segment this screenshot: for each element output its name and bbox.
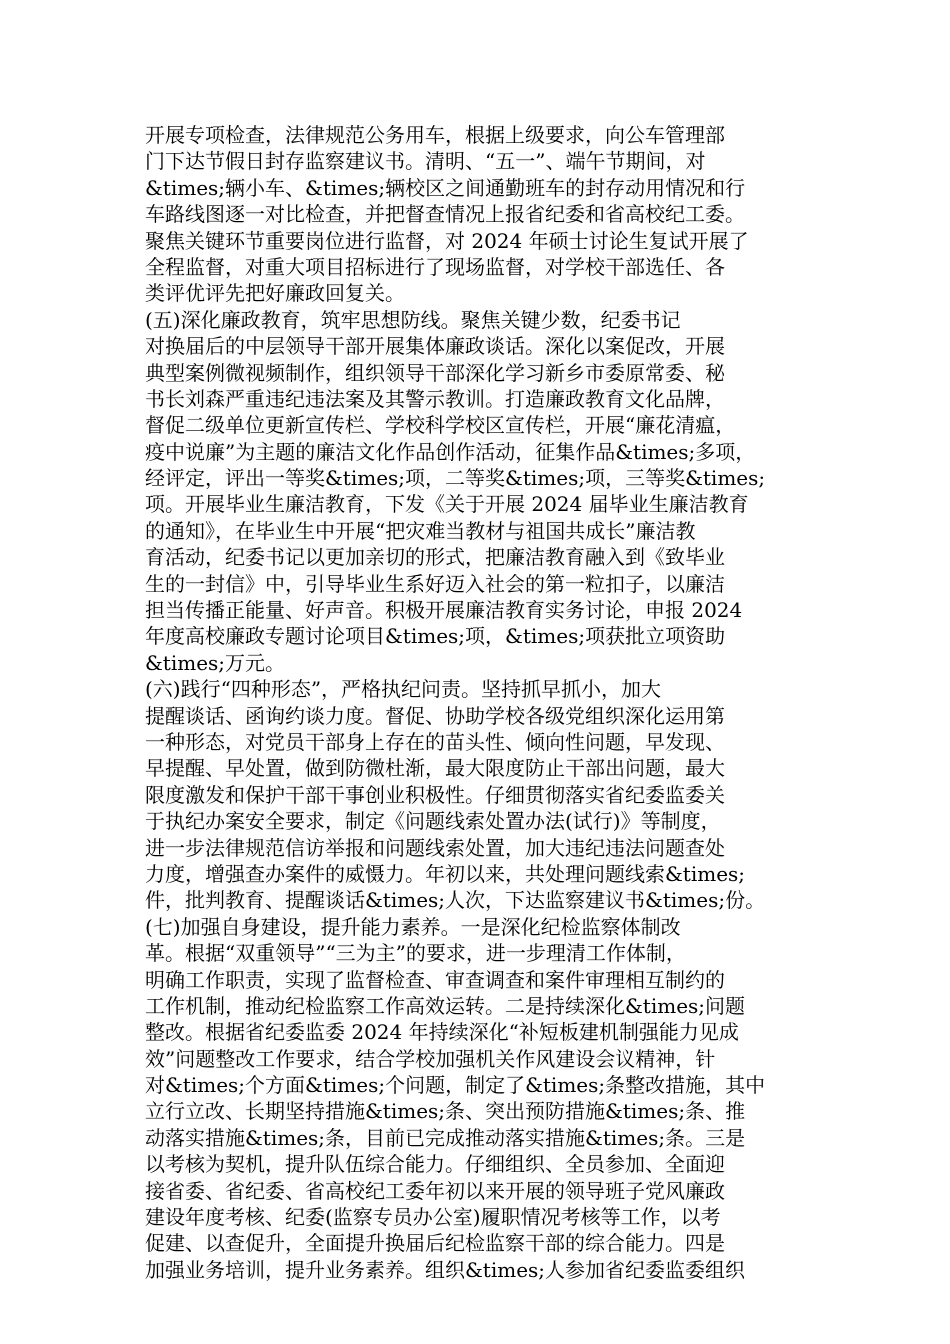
text-line: 项。开展毕业生廉洁教育，下发《关于开展 2024 届毕业生廉洁教育 xyxy=(145,492,749,517)
text-line: 促建、以查促升，全面提升换届后纪检监察干部的综合能力。四是 xyxy=(145,1231,725,1256)
text-line: &times;万元。 xyxy=(145,650,286,675)
body-text xyxy=(145,122,815,1283)
text-line: 工作机制，推动纪检监察工作高效运转。二是持续深化&times;问题 xyxy=(145,993,746,1018)
text-line: 进一步法律规范信访举报和问题线索处置，加大违纪违法问题查处 xyxy=(145,835,725,860)
text-line: 年度高校廉政专题讨论项目&times;项，&times;项获批立项资助 xyxy=(145,624,726,649)
text-line: 立行立改、长期坚持措施&times;条、突出预防措施&times;条、推 xyxy=(145,1099,746,1124)
text-line: 早提醒、早处置，做到防微杜渐，最大限度防止干部出问题，最大 xyxy=(145,756,725,781)
text-line: 革。根据“双重领导”“三为主”的要求，进一步理清工作体制， xyxy=(145,941,686,966)
text-line: 车路线图逐一对比检查，并把督查情况上报省纪委和省高校纪工委。 xyxy=(145,202,745,227)
text-line: 担当传播正能量、好声音。积极开展廉洁教育实务讨论，申报 2024 xyxy=(145,598,743,623)
text-line: (五)深化廉政教育，筑牢思想防线。聚焦关键少数，纪委书记 xyxy=(145,307,681,332)
text-line: 经评定，评出一等奖&times;项，二等奖&times;项，三等奖&times; xyxy=(145,466,766,491)
text-line: 效”问题整改工作要求，结合学校加强机关作风建设会议精神，针 xyxy=(145,1046,716,1071)
text-line: 限度激发和保护干部干事创业积极性。仔细贯彻落实省纪委监委关 xyxy=(145,782,725,807)
text-line: 动落实措施&times;条，目前已完成推动落实措施&times;条。三是 xyxy=(145,1125,746,1150)
text-line: 加强业务培训，提升业务素养。组织&times;人参加省纪委监委组织 xyxy=(145,1257,746,1282)
text-line: 接省委、省纪委、省高校纪工委年初以来开展的领导班子党风廉政 xyxy=(145,1178,725,1203)
text-line: 督促二级单位更新宣传栏、学校科学校区宣传栏，开展“廉花清瘟， xyxy=(145,413,736,438)
text-line: 整改。根据省纪委监委 2024 年持续深化“补短板建机制强能力见成 xyxy=(145,1020,739,1045)
text-line: 开展专项检查，法律规范公务用车，根据上级要求，向公车管理部 xyxy=(145,123,725,147)
text-line: 力度，增强查办案件的威慑力。年初以来，共处理问题线索&times; xyxy=(145,861,746,886)
text-line: 全程监督，对重大项目招标进行了现场监督，对学校干部选任、各 xyxy=(145,254,725,279)
text-line: 以考核为契机，提升队伍综合能力。仔细组织、全员参加、全面迎 xyxy=(145,1152,725,1177)
text-line: 对&times;个方面&times;个问题，制定了&times;条整改措施，其中 xyxy=(145,1073,766,1098)
text-line: (六)践行“四种形态”，严格执纪问责。坚持抓早抓小，加大 xyxy=(145,677,662,702)
text-line: 聚焦关键环节重要岗位进行监督，对 2024 年硕士讨论生复试开展了 xyxy=(145,228,749,253)
text-line: 提醒谈话、函询约谈力度。督促、协助学校各级党组织深化运用第 xyxy=(145,703,725,728)
text-line: 典型案例微视频制作，组织领导干部深化学习新乡市委原常委、秘 xyxy=(145,360,725,385)
text-line: &times;辆小车、&times;辆校区之间通勤班车的封存动用情况和行 xyxy=(145,175,746,200)
text-line: 件，批判教育、提醒谈话&times;人次，下达监察建议书&times;份。 xyxy=(145,888,766,913)
text-line: 育活动，纪委书记以更加亲切的形式，把廉洁教育融入到《致毕业 xyxy=(145,545,725,570)
text-line: 明确工作职责，实现了监督检查、审查调查和案件审理相互制约的 xyxy=(145,967,725,992)
text-line: 一种形态，对党员干部身上存在的苗头性、倾向性问题，早发现、 xyxy=(145,729,725,754)
text-line: 于执纪办案安全要求，制定《问题线索处置办法(试行)》等制度， xyxy=(145,809,721,834)
text-line: 类评优评先把好廉政回复关。 xyxy=(145,281,405,306)
text-line: 生的一封信》中，引导毕业生系好迈入社会的第一粒扣子，以廉洁 xyxy=(145,571,725,596)
text-line: 建设年度考核、纪委(监察专员办公室)履职情况考核等工作，以考 xyxy=(145,1205,721,1230)
text-line: 对换届后的中层领导干部开展集体廉政谈话。深化以案促改，开展 xyxy=(145,334,725,359)
text-line: 疫中说廉”为主题的廉洁文化作品创作活动，征集作品&times;多项， xyxy=(145,439,756,464)
text-line: 的通知》，在毕业生中开展“把灾难当教材与祖国共成长”廉洁教 xyxy=(145,518,696,543)
text-line: (七)加强自身建设，提升能力素养。一是深化纪检监察体制改 xyxy=(145,914,681,939)
text-line: 书长刘森严重违纪违法案及其警示教训。打造廉政教育文化品牌， xyxy=(145,386,725,411)
text-line: 门下达节假日封存监察建议书。清明、“五一”、端午节期间，对 xyxy=(145,149,706,174)
